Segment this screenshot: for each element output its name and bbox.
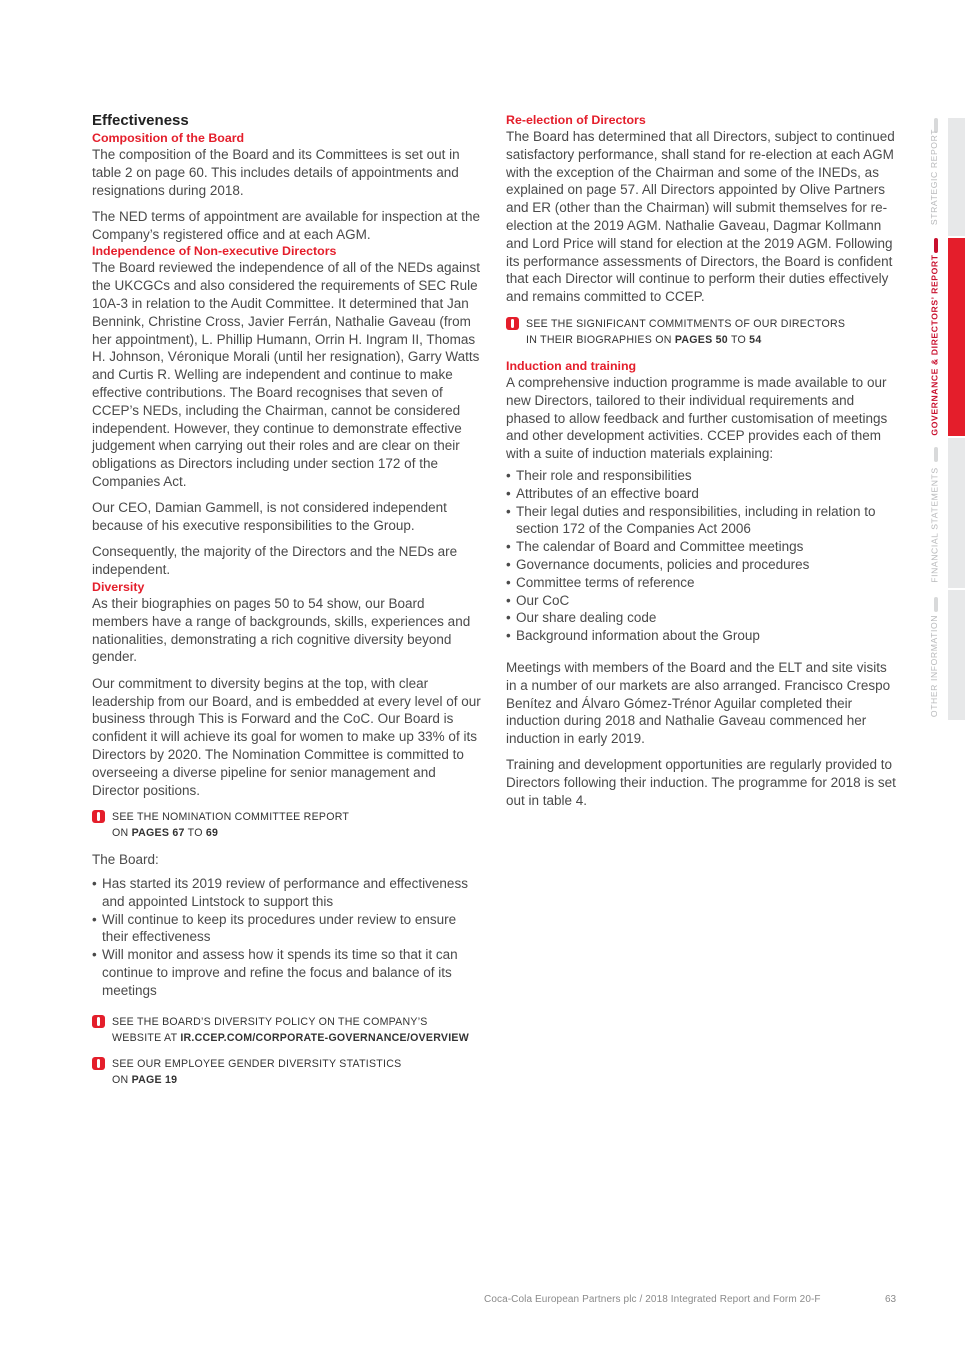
list-item: • Committee terms of reference xyxy=(506,574,898,592)
independence-paragraph-1: The Board reviewed the independence of all of the NEDs against the UKCGCs and also considered the requirements of SEC Rule 10A-3 in relation to the Audit Committee. It determined that Jan Bennink, Christine Cross, Javier Ferrán, Nathalie Gaveau (from her appointment), L. Phillip Humann, Orrin H. Ingram II, Thomas H. Johnson, Véronique Morali (until her resignation), Garry Watts and Curtis R. Welling are independent and continue to make effective contributions. The Board recognises that seven of CCEP’s NEDs, including the Chairman, cannot be considered independent. However, they continue to demonstrate effective judgement when carrying out their roles and are clear on their obligations as Directors including under section 172 of the Companies Act. xyxy=(92,260,480,490)
reference-page-to: 69 xyxy=(205,827,219,840)
reference-text: TO xyxy=(187,827,203,840)
reference-text: SEE THE SIGNIFICANT COMMITMENTS OF OUR DIRECTORS xyxy=(526,317,846,330)
list-item: • Governance documents, policies and procedures xyxy=(506,556,898,574)
board-intro: The Board: xyxy=(92,852,159,868)
composition-heading: Composition of the Board xyxy=(92,131,245,145)
tab-governance-report[interactable] xyxy=(948,238,965,436)
right-column xyxy=(506,112,898,810)
reference-text: IN THEIR BIOGRAPHIES ON xyxy=(526,333,672,346)
diversity-heading: Diversity xyxy=(92,580,145,595)
induction-paragraph-1: A comprehensive induction programme is made available to our new Directors, tailored to their individual requirements and phased to allow feedback and further customisation of meetings and other development activities. CCEP provides each of them with a suite of induction materials explaining: xyxy=(506,374,888,462)
induction-heading: Induction and training xyxy=(506,358,637,373)
reference-text: ON xyxy=(112,827,129,840)
reference-page: PAGE 19 xyxy=(131,1073,178,1086)
bottle-icon xyxy=(92,810,105,823)
list-item: • Will continue to keep its procedures under review to ensure their effectiveness xyxy=(92,911,484,947)
reference-text: SEE THE BOARD’S DIVERSITY POLICY ON THE COMPANY’S xyxy=(112,1015,428,1028)
list-item: • Their legal duties and responsibilities, including in relation to section 172 of the Companies Act 2006 xyxy=(506,503,898,539)
list-item: • Our share dealing code xyxy=(506,609,898,627)
reelection-heading: Re-election of Directors xyxy=(506,113,646,127)
independence-paragraph-2: Our CEO, Damian Gammell, is not considered independent because of his executive responsibilities to the Group. xyxy=(92,500,447,534)
list-item: • Our CoC xyxy=(506,592,898,610)
tab-financial-statements[interactable] xyxy=(948,438,965,588)
significant-commitments-reference[interactable] xyxy=(506,316,898,348)
reference-text: ON xyxy=(112,1073,129,1086)
bottle-icon xyxy=(934,447,938,462)
reference-text: SEE OUR EMPLOYEE GENDER DIVERSITY STATISTICS xyxy=(112,1057,402,1070)
induction-paragraph-3: Training and development opportunities are regularly provided to Directors following their induction. The programme for 2018 is set out in table 4. xyxy=(506,757,896,808)
tab-other-information[interactable] xyxy=(948,590,965,720)
effectiveness-heading: Effectiveness xyxy=(92,112,189,129)
independence-paragraph-3: Consequently, the majority of the Directors and the NEDs are independent. xyxy=(92,544,458,578)
list-item: • Has started its 2019 review of performance and effectiveness and appointed Lintstock to support this xyxy=(92,875,484,911)
bottle-icon xyxy=(506,317,519,330)
reference-pages: PAGES xyxy=(674,333,713,346)
reference-pages: PAGES xyxy=(131,827,170,840)
reference-text: TO xyxy=(730,333,746,346)
tab-label-financial xyxy=(926,462,943,588)
reference-page-from: 67 xyxy=(172,827,185,840)
footer-text: Coca-Cola European Partners plc / 2018 Integrated Report and Form 20-F xyxy=(484,1294,821,1305)
diversity-policy-reference[interactable] xyxy=(92,1014,484,1046)
list-item: • Background information about the Group xyxy=(506,627,898,645)
reference-page-from: 50 xyxy=(715,333,728,346)
induction-paragraph-2: Meetings with members of the Board and the ELT and site visits in a number of our markets are also arranged. Francisco Crespo Benítez and Álvaro Gómez-Trénor Aguilar completed their induction during 2018 and Nathalie Gaveau commenced her induction in early 2019. xyxy=(506,659,891,747)
tab-strategic-report[interactable] xyxy=(948,118,965,236)
reference-text: SEE THE NOMINATION COMMITTEE REPORT xyxy=(112,811,350,824)
reelection-paragraph: The Board has determined that all Directors, subject to continued satisfactory performance, shall stand for re-election at each AGM with the exception of the Chairman and some of the INEDs, as explained on page 57. All Directors appointed by Olive Partners and ER (other than the Chairman) will submit themselves for re-election at the 2019 AGM. Nathalie Gaveau, Dagmar Kollmann and Lord Price will stand for election at the 2019 AGM. Following its performance assessments of Directors, the Board is confident that each Director will continue to perform their duties effectively and remains committed to CCEP. xyxy=(506,129,895,305)
induction-bullet-list xyxy=(506,467,898,645)
reference-text: WEBSITE AT xyxy=(112,1031,178,1044)
bottle-icon xyxy=(92,1015,105,1028)
page-number: 63 xyxy=(885,1294,897,1305)
tab-label-text: GOVERNANCE & DIRECTORS’ REPORT xyxy=(929,253,940,436)
bottle-icon xyxy=(934,238,938,253)
left-column xyxy=(92,112,484,1088)
nomination-report-reference[interactable] xyxy=(92,809,484,841)
tab-label-text: FINANCIAL STATEMENTS xyxy=(929,467,940,583)
bottle-icon xyxy=(92,1057,105,1070)
list-item: • Their role and responsibilities xyxy=(506,467,898,485)
bottle-icon xyxy=(934,597,938,612)
composition-paragraph-2: The NED terms of appointment are available for inspection at the Company’s registered office and at each AGM. xyxy=(92,208,480,242)
tab-label-governance xyxy=(926,253,943,436)
diversity-paragraph-1: As their biographies on pages 50 to 54 show, our Board members have a range of backgrounds, skills, experiences and nationalities, demonstrating a rich cognitive diversity beyond gender. xyxy=(92,596,471,665)
reference-page-to: 54 xyxy=(749,333,762,346)
list-item: • The calendar of Board and Committee meetings xyxy=(506,538,898,556)
tab-label-strategic xyxy=(926,118,943,236)
diversity-paragraph-2: Our commitment to diversity begins at the top, with clear leadership from our Board, and is embedded at every level of our business through This is Forward and the CoC. Our Board is confident it will achieve its goal for women to make up 33% of its Directors by 2020. The Nomination Committee is committed to overseeing a diverse pipeline for senior management and Director positions. xyxy=(92,675,481,798)
independence-heading: Independence of Non-executive Directors xyxy=(92,244,337,259)
tab-label-text: OTHER INFORMATION xyxy=(929,614,940,718)
reference-url[interactable]: IR.CCEP.COM/CORPORATE-GOVERNANCE/OVERVIEW xyxy=(180,1031,469,1044)
list-item: • Attributes of an effective board xyxy=(506,485,898,503)
tab-label-other xyxy=(926,612,943,720)
tab-label-text: STRATEGIC REPORT xyxy=(929,128,940,226)
gender-statistics-reference[interactable] xyxy=(92,1056,484,1088)
list-item: • Will monitor and assess how it spends its time so that it can continue to improve and refine the focus and balance of its meetings xyxy=(92,946,484,999)
composition-paragraph-1: The composition of the Board and its Committees is set out in table 2 on page 60. This includes details of appointments and resignations during 2018. xyxy=(92,147,460,198)
board-bullet-list xyxy=(92,875,484,1000)
